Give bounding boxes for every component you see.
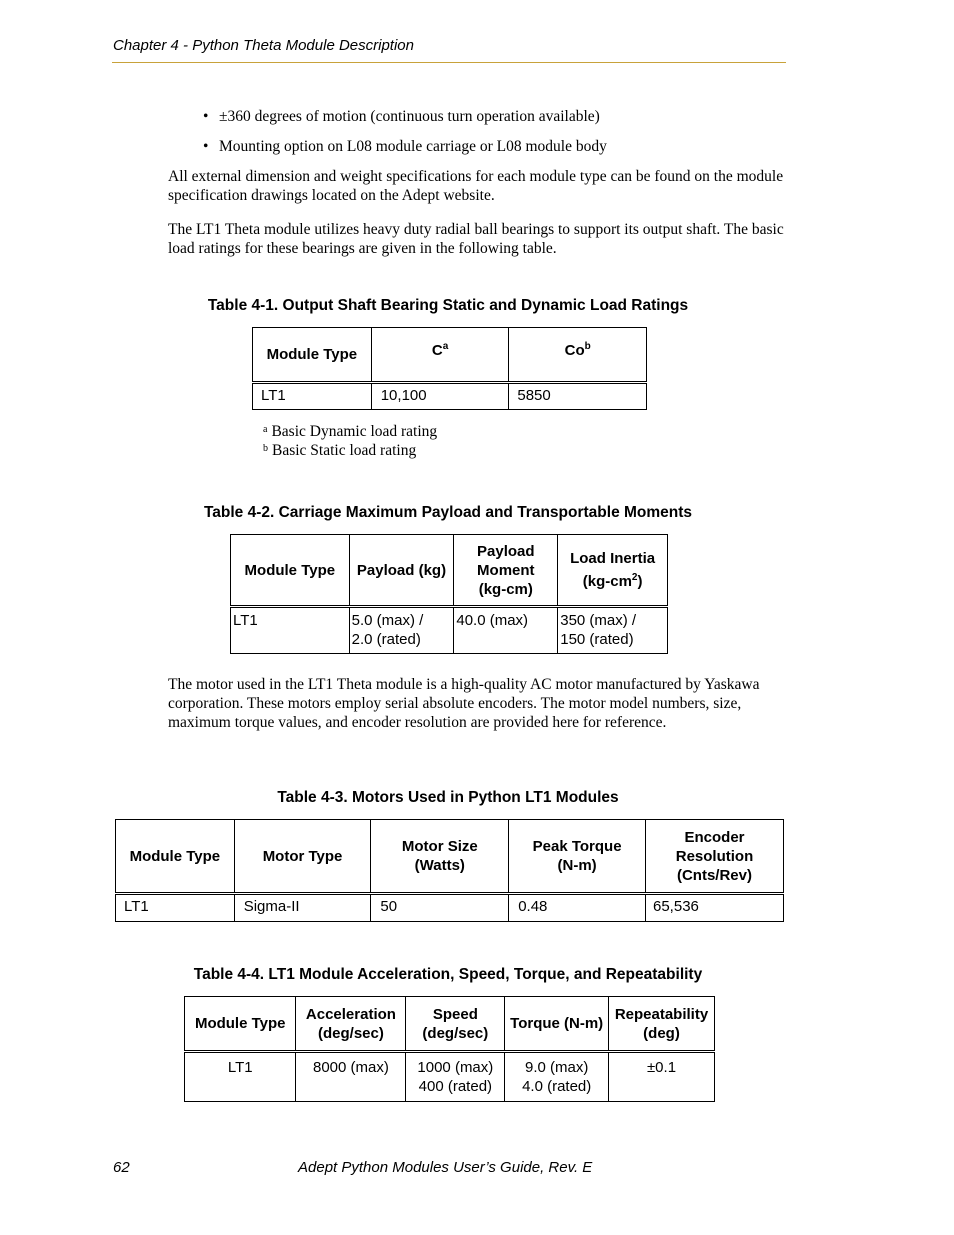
table-header-cell: Acceleration (deg/sec) [296,997,406,1052]
table-header-cell: $C^a$ [371,328,509,383]
table-header-cell: Module Type [185,997,296,1052]
table-row [116,894,784,922]
table-caption: Table 4-2. Carriage Maximum Payload and Transportable Moments [203,504,693,521]
table-cell: 50 [371,894,509,922]
table-header-cell: Peak Torque (N-m) [509,820,646,894]
motor-table [115,819,784,922]
table-row [253,383,647,410]
table-cell: 1000 (max) 400 (rated) [406,1052,505,1102]
table-header-cell: Co$^b$ [509,328,647,383]
table-cell: Sigma-II [234,894,371,922]
footer-title: Adept Python Modules User’s Guide, Rev. E [298,1159,593,1176]
table-header-cell: Load Inertia $(kg-cm^2)$ [558,535,668,607]
table-header-cell: Payload Moment (kg-cm) [454,535,558,607]
table-header-cell: Speed (deg/sec) [406,997,505,1052]
bearing-load-table [252,327,647,410]
running-header: Chapter 4 - Python Theta Module Description [113,37,414,54]
performance-table [184,996,715,1102]
table-cell: 65,536 [646,894,784,922]
bullet-text: Mounting option on L08 module carriage or L08 module body [219,138,607,155]
table-footnote: $^b$ Basic Static load rating [263,442,417,459]
payload-table [230,534,668,654]
table-cell: 5.0 (max) / 2.0 (rated) [349,607,454,654]
table-header-cell: Encoder Resolution (Cnts/Rev) [646,820,784,894]
table-header-cell: Motor Type [234,820,371,894]
table-row [231,607,668,654]
paragraph: The motor used in the LT1 Theta module is a high-quality AC motor manufactured by Yaskawa corporation. These motors employ serial absolute encoders. The motor model numbers, size, maximum torque values, and encoder resolution are provided here for reference. [168,676,760,731]
table-header-cell: Repeatability (deg) [609,997,715,1052]
table-cell: 5850 [509,383,647,410]
bullet-item [203,138,607,156]
table-caption: Table 4-4. LT1 Module Acceleration, Speed, Torque, and Repeatability [193,966,703,983]
table-header-cell: Torque (N-m) [505,997,609,1052]
table-row [185,1052,715,1102]
bullet-item [203,108,600,126]
table-cell: LT1 [231,607,350,654]
table-header-cell: Module Type [253,328,372,383]
table-cell: LT1 [116,894,235,922]
table-header-cell: Module Type [116,820,235,894]
paragraph: The LT1 Theta module utilizes heavy duty radial ball bearings to support its output shaft. The basic load ratings for these bearings are given in the following table. [168,221,784,257]
table-cell: 9.0 (max) 4.0 (rated) [505,1052,609,1102]
table-cell: 0.48 [509,894,646,922]
table-header-cell: Motor Size (Watts) [371,820,509,894]
bullet-text: ±360 degrees of motion (continuous turn operation available) [219,108,600,125]
table-caption: Table 4-3. Motors Used in Python LT1 Modules [277,789,619,806]
table-cell: 10,100 [371,383,509,410]
bullet-dot-icon: • [203,108,209,125]
table-caption: Table 4-1. Output Shaft Bearing Static and Dynamic Load Ratings [207,297,689,314]
table-header-cell: Payload (kg) [349,535,454,607]
table-cell: LT1 [253,383,372,410]
page-number: 62 [113,1159,130,1176]
bullet-dot-icon: • [203,138,209,155]
table-cell: 8000 (max) [296,1052,406,1102]
table-cell: ±0.1 [609,1052,715,1102]
table-cell: 350 (max) / 150 (rated) [558,607,668,654]
table-header-cell: Module Type [231,535,350,607]
table-cell: 40.0 (max) [454,607,558,654]
table-footnote: $^a$ Basic Dynamic load rating [263,423,438,440]
paragraph: All external dimension and weight specifications for each module type can be found on the module specification drawings located on the Adept website. [168,168,784,204]
header-rule [112,62,786,63]
table-cell: LT1 [185,1052,296,1102]
